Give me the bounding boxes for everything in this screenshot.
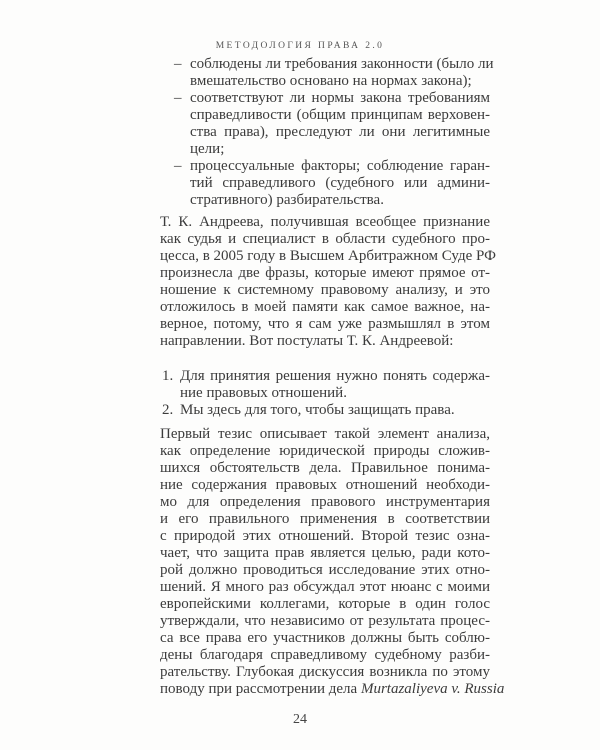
dash-marker: –	[174, 158, 182, 174]
postulates-list	[160, 368, 490, 419]
text-line: ние правовых отношений.	[180, 385, 347, 401]
number-marker: 1.	[162, 368, 174, 384]
text-line: ние содержания правовых отношений необходи-	[160, 477, 490, 493]
dash-marker: –	[174, 56, 182, 72]
text-line: рой должно проводиться исследование этих отно-	[160, 562, 490, 578]
text-line: соблюдены ли требования законности (было ли	[190, 56, 494, 72]
text-line: шений. Я много раз обсуждал этот нюанс с моими	[160, 579, 490, 595]
text-line: Первый тезис описывает такой элемент анализа,	[160, 426, 490, 442]
list-item	[160, 56, 494, 90]
list-item	[160, 402, 490, 419]
text-line: процессуальные факторы; соблюдение гаран-	[190, 158, 490, 174]
text-line: европейскими коллегами, которые в один голос	[160, 596, 490, 612]
text-line: цесса, в 2005 году в Высшем Арбитражном Суде РФ	[160, 248, 496, 264]
list-item	[160, 90, 490, 158]
criteria-list	[160, 56, 494, 209]
text-line: Т. К. Андреева, получившая всеобщее признание	[160, 214, 490, 230]
text-line: утверждали, что независимо от результата процес-	[160, 613, 490, 629]
text-line: мо для определения правового инструментария	[160, 494, 490, 510]
text-line: ношение к системному правовому анализу, и это	[160, 282, 490, 298]
text-line: шихся обстоятельств дела. Правильное понима-	[160, 460, 490, 476]
text-line: верное, потому, что я сам уже размышлял в этом	[160, 316, 490, 332]
text-line: и его правильного применения в соответствии	[160, 511, 490, 527]
list-item	[160, 368, 490, 402]
text-line: рательству. Глубокая дискуссия возникла по этому	[160, 664, 490, 680]
paragraph-andreeva	[160, 214, 496, 350]
dash-marker: –	[174, 90, 182, 106]
text-line: дены благодаря справедливому судебному разби-	[160, 647, 490, 663]
text-line: цели;	[190, 141, 225, 157]
text-line	[160, 681, 505, 698]
text-line: соответствуют ли нормы закона требованиям	[190, 90, 490, 106]
text-line: произнесла две фразы, которые имеют прямое от-	[160, 265, 490, 281]
text-span: поводу при рассмотрении дела	[160, 681, 361, 697]
page-number: 24	[293, 712, 307, 727]
text-line: чает, что защита прав является целью, ради кото-	[160, 545, 490, 561]
text-line: Для принятия решения нужно понять содержа-	[180, 368, 490, 384]
text-line: как судья и специалист в области судебного про-	[160, 231, 490, 247]
running-header: МЕТОДОЛОГИЯ ПРАВА 2.0	[215, 41, 385, 51]
text-line: са все права его участников должны быть соблю-	[160, 630, 490, 646]
text-line: отложилось в моей памяти как самое важное, на-	[160, 299, 490, 315]
text-line: как определение юридической природы сложив-	[160, 443, 490, 459]
text-line: направлении. Вот постулаты Т. К. Андреевой:	[160, 333, 454, 349]
text-line: вмешательство основано на нормах закона);	[190, 73, 472, 89]
text-line: с природой этих отношений. Второй тезис озна-	[160, 528, 490, 544]
case-name: Murtazaliyeva v. Russia	[360, 681, 505, 697]
text-line: тий справедливого (судебного или админи-	[190, 175, 490, 191]
text-line: справедливости (общим принципам верховен-	[190, 107, 490, 123]
text-line: Мы здесь для того, чтобы защищать права.	[180, 402, 455, 418]
list-item	[160, 158, 490, 209]
text-line: ства права), преследуют ли они легитимные	[190, 124, 490, 140]
paragraph-theses	[160, 426, 505, 698]
number-marker: 2.	[162, 402, 174, 418]
text-line: стративного) разбирательства.	[190, 192, 384, 208]
